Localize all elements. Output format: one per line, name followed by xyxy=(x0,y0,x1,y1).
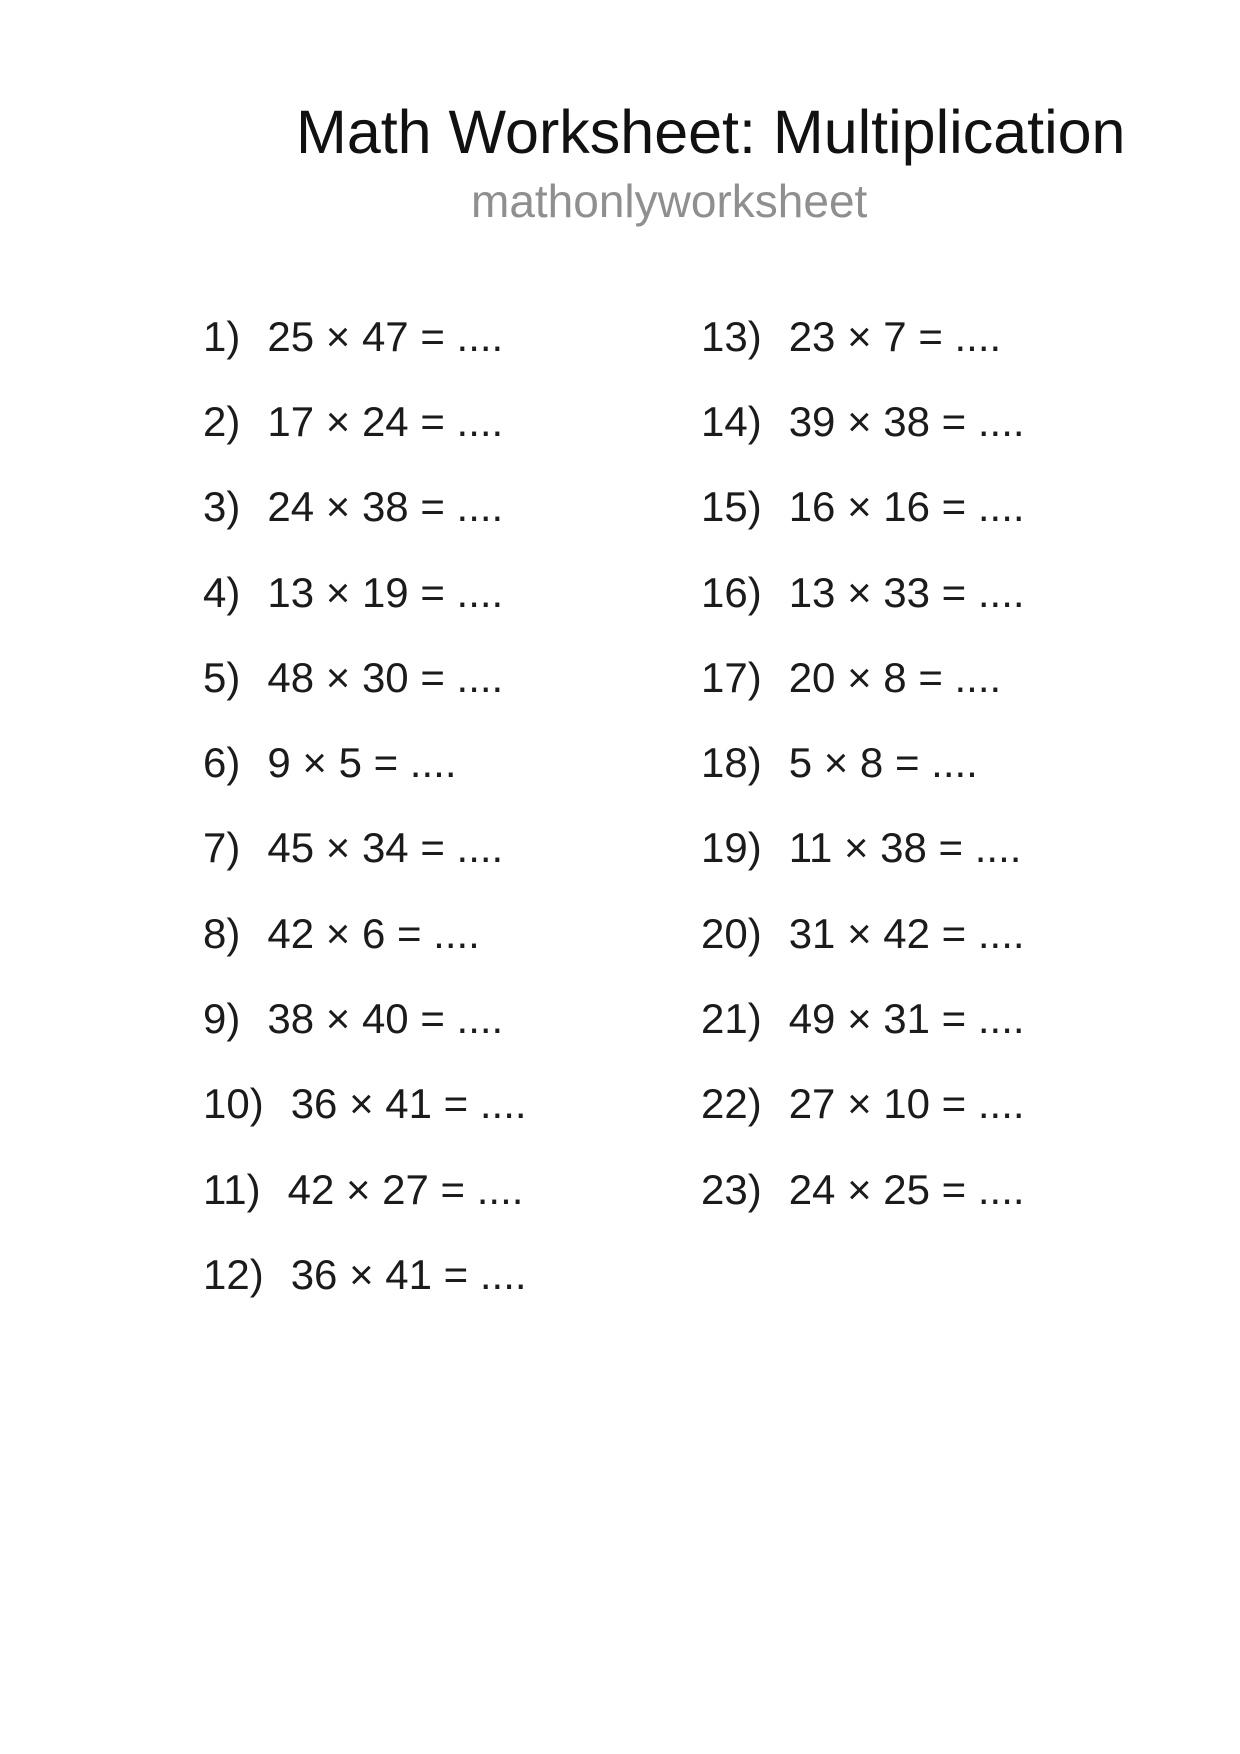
problem-row xyxy=(701,465,1025,550)
problem-number: 18) xyxy=(701,739,762,787)
problem-expression: 38 × 40 = .... xyxy=(267,995,504,1043)
problem-row xyxy=(203,465,527,550)
problem-expression: 36 × 41 = .... xyxy=(290,1080,527,1128)
problem-number: 21) xyxy=(701,995,762,1043)
problem-number: 20) xyxy=(701,909,762,957)
problem-row xyxy=(203,891,527,976)
problem-expression: 13 × 33 = .... xyxy=(788,568,1025,616)
problem-number: 6) xyxy=(203,739,241,787)
problem-number: 4) xyxy=(203,568,241,616)
problem-number: 15) xyxy=(701,483,762,531)
problem-row xyxy=(701,379,1025,464)
problem-expression: 48 × 30 = .... xyxy=(267,653,504,701)
problem-row xyxy=(203,1232,527,1317)
problem-expression: 13 × 19 = .... xyxy=(267,568,504,616)
problem-expression: 20 × 8 = .... xyxy=(788,653,1002,701)
problem-row xyxy=(701,720,1025,805)
problem-expression: 45 × 34 = .... xyxy=(267,824,504,872)
problem-number: 3) xyxy=(203,483,241,531)
problem-row xyxy=(203,976,527,1061)
problem-expression: 17 × 24 = .... xyxy=(267,397,504,445)
problem-number: 19) xyxy=(701,824,762,872)
problem-row xyxy=(203,720,527,805)
problem-row xyxy=(203,806,527,891)
problem-expression: 25 × 47 = .... xyxy=(267,312,504,360)
page-subtitle: mathonlyworksheet xyxy=(471,175,868,227)
problem-expression: 24 × 25 = .... xyxy=(788,1165,1025,1213)
problem-number: 16) xyxy=(701,568,762,616)
problem-expression: 5 × 8 = .... xyxy=(788,739,978,787)
problem-number: 1) xyxy=(203,312,241,360)
problem-expression: 27 × 10 = .... xyxy=(788,1080,1025,1128)
problem-number: 8) xyxy=(203,909,241,957)
problem-row xyxy=(701,891,1025,976)
problem-expression: 31 × 42 = .... xyxy=(788,909,1025,957)
problem-expression: 24 × 38 = .... xyxy=(267,483,504,531)
problem-row xyxy=(701,550,1025,635)
problem-expression: 16 × 16 = .... xyxy=(788,483,1025,531)
problem-number: 7) xyxy=(203,824,241,872)
problem-row xyxy=(203,379,527,464)
problems-column-left xyxy=(203,294,527,1318)
problem-number: 13) xyxy=(701,312,762,360)
problem-number: 11) xyxy=(203,1165,261,1213)
problem-number: 9) xyxy=(203,995,241,1043)
problem-expression: 49 × 31 = .... xyxy=(788,995,1025,1043)
problem-expression: 9 × 5 = .... xyxy=(267,739,457,787)
problem-row xyxy=(701,976,1025,1061)
problem-row xyxy=(203,1147,527,1232)
problem-expression: 11 × 38 = .... xyxy=(788,824,1022,872)
problem-row xyxy=(701,294,1025,379)
problem-row xyxy=(203,550,527,635)
problem-number: 14) xyxy=(701,397,762,445)
problem-expression: 42 × 6 = .... xyxy=(267,909,480,957)
problems-column-right xyxy=(701,294,1025,1232)
problem-number: 12) xyxy=(203,1250,264,1298)
problem-number: 22) xyxy=(701,1080,762,1128)
problem-row xyxy=(203,1062,527,1147)
problem-number: 2) xyxy=(203,397,241,445)
problem-row xyxy=(701,806,1025,891)
problem-row xyxy=(701,1062,1025,1147)
problem-expression: 36 × 41 = .... xyxy=(290,1250,527,1298)
page-title: Math Worksheet: Multiplication xyxy=(296,98,1126,166)
problem-number: 23) xyxy=(701,1165,762,1213)
problem-number: 10) xyxy=(203,1080,264,1128)
problem-number: 5) xyxy=(203,653,241,701)
problem-row xyxy=(701,1147,1025,1232)
problem-expression: 39 × 38 = .... xyxy=(788,397,1025,445)
problem-row xyxy=(203,294,527,379)
problem-expression: 42 × 27 = .... xyxy=(287,1165,524,1213)
problem-row xyxy=(701,635,1025,720)
problem-expression: 23 × 7 = .... xyxy=(788,312,1002,360)
problem-number: 17) xyxy=(701,653,762,701)
problem-row xyxy=(203,635,527,720)
